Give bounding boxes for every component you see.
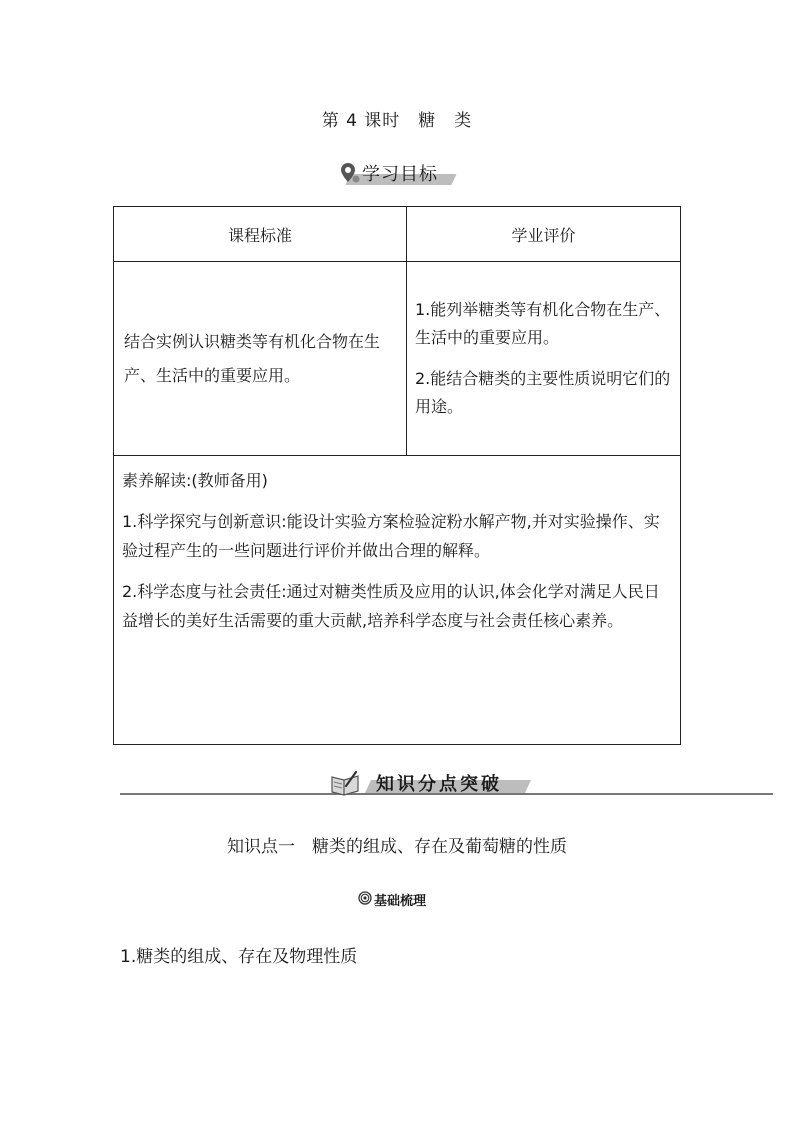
- evaluation-item: 1.能列举糖类等有机化合物在生产、生活中的重要应用。: [415, 300, 671, 347]
- learning-goals-label: 学习目标: [362, 164, 438, 185]
- knowledge-point-title: 知识点一 糖类的组成、存在及葡萄糖的性质: [227, 837, 567, 857]
- literacy-title: 素养解读:(教师备用): [122, 471, 268, 490]
- map-pin-icon: [340, 162, 362, 184]
- curriculum-standard-cell: 结合实例认识糖类等有机化合物在生产、生活中的重要应用。: [114, 262, 407, 456]
- knowledge-breakthrough-banner: [120, 770, 773, 800]
- header-academic-evaluation: 学业评价: [407, 207, 681, 262]
- header-curriculum-standard: 课程标准: [114, 207, 407, 262]
- book-pen-icon: [330, 770, 360, 796]
- basics-label: 基础梳理: [374, 894, 427, 909]
- table-row: [114, 262, 681, 456]
- section-heading: 1.糖类的组成、存在及物理性质: [120, 947, 358, 967]
- table-header-row: [114, 207, 681, 262]
- learning-goals-banner: [340, 160, 454, 186]
- spiral-icon: [358, 891, 372, 905]
- lesson-title: 第 4 课时 糖 类: [321, 111, 473, 131]
- literacy-item: 2.科学态度与社会责任:通过对糖类性质及应用的认识,体会化学对满足人民日益增长的美好生活需要的重大贡献,培养科学态度与社会责任核心素养。: [122, 582, 660, 630]
- literacy-interpretation-cell: [114, 456, 681, 745]
- knowledge-breakthrough-label: 知识分点突破: [376, 774, 502, 795]
- table-row: [114, 456, 681, 745]
- literacy-item: 1.科学探究与创新意识:能设计实验方案检验淀粉水解产物,并对实验操作、实验过程产生的一些问题进行评价并做出合理的解释。: [122, 512, 660, 560]
- learning-goals-table: [113, 206, 681, 745]
- evaluation-item: 2.能结合糖类的主要性质说明它们的用途。: [415, 369, 671, 416]
- academic-evaluation-cell: [407, 262, 681, 456]
